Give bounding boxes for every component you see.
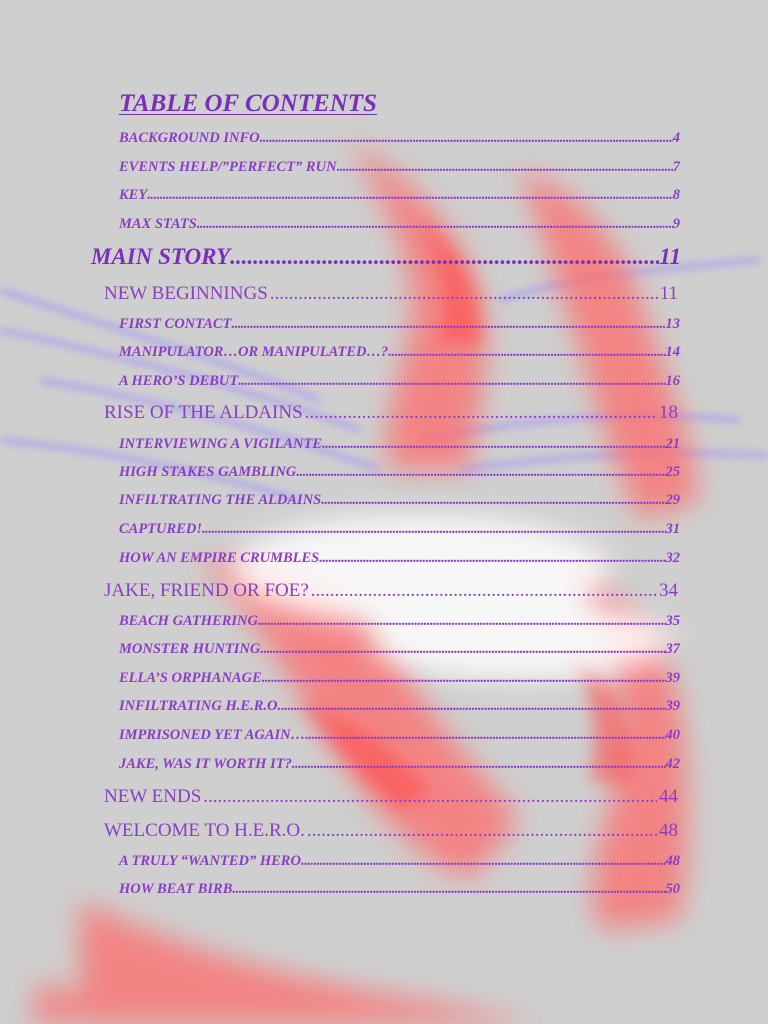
toc-entry-page: 14 — [665, 344, 680, 360]
toc-entry-label: HOW AN EMPIRE CRUMBLES — [119, 550, 320, 566]
toc-dot-leader — [202, 521, 666, 538]
toc-entry[interactable] — [119, 613, 680, 635]
toc-dot-leader — [296, 464, 665, 481]
toc-dot-leader — [307, 820, 657, 842]
toc-dot-leader — [319, 550, 665, 567]
toc-entry-page: 50 — [665, 881, 680, 897]
toc-entry[interactable] — [119, 344, 680, 366]
toc-entry-label: MAX STATS — [119, 216, 197, 232]
toc-entry-label: MONSTER HUNTING — [119, 641, 261, 657]
toc-entry-label: BEACH GATHERING — [119, 613, 258, 629]
toc-entry-label: NEW BEGINNINGS — [104, 283, 268, 304]
toc-entry[interactable] — [119, 159, 680, 181]
toc-entry-page: 8 — [672, 187, 680, 203]
toc-title: TABLE OF CONTENTS — [119, 90, 377, 117]
toc-entry-page: 11 — [659, 283, 678, 304]
toc-entry-chapter[interactable] — [104, 580, 678, 606]
toc-entry-page: 48 — [659, 820, 678, 841]
toc-entry[interactable] — [119, 373, 680, 395]
toc-dot-leader — [260, 641, 665, 658]
toc-entry[interactable] — [119, 187, 680, 209]
toc-entry-label: INFILTRATING H.E.R.O. — [119, 698, 282, 714]
toc-entry-chapter[interactable] — [104, 283, 678, 309]
toc-dot-leader — [197, 216, 673, 233]
toc-entry[interactable] — [119, 316, 680, 338]
toc-dot-leader — [238, 373, 665, 390]
toc-entry[interactable] — [119, 550, 680, 572]
toc-entry-label: WELCOME TO H.E.R.O. — [104, 820, 305, 841]
toc-entry-chapter[interactable] — [104, 820, 678, 846]
toc-dot-leader — [301, 853, 666, 870]
toc-entry-page: 48 — [665, 853, 680, 869]
toc-dot-leader — [305, 727, 665, 744]
toc-entry-chapter[interactable] — [104, 402, 678, 428]
toc-entry-page: 37 — [665, 641, 680, 657]
toc-entry[interactable] — [119, 216, 680, 238]
toc-entry-page: 7 — [672, 159, 680, 175]
toc-entry-label: FIRST CONTACT — [119, 316, 232, 332]
toc-entry-chapter[interactable] — [104, 786, 678, 812]
toc-entry-page: 11 — [659, 244, 681, 269]
toc-entry-page: 34 — [659, 580, 678, 601]
toc-entry[interactable] — [119, 521, 680, 543]
toc-entry[interactable] — [119, 756, 680, 778]
toc-entry[interactable] — [119, 727, 680, 749]
toc-entry-page: 31 — [665, 521, 680, 537]
toc-dot-leader — [337, 159, 673, 176]
toc-entry-page: 44 — [659, 786, 678, 807]
toc-entry-label: RISE OF THE ALDAINS — [104, 402, 303, 423]
toc-entry-label: JAKE, FRIEND OR FOE? — [104, 580, 309, 601]
toc-dot-leader — [292, 756, 666, 773]
toc-entry-page: 39 — [665, 670, 680, 686]
toc-entry-page: 21 — [665, 436, 680, 452]
toc-dot-leader — [230, 244, 659, 270]
toc-entry-label: ELLA’S ORPHANAGE — [119, 670, 262, 686]
toc-dot-leader — [388, 344, 665, 361]
toc-entry-label: JAKE, WAS IT WORTH IT? — [119, 756, 292, 772]
toc-entry-page: 29 — [665, 492, 680, 508]
toc-entry-page: 4 — [672, 130, 680, 146]
toc-dot-leader — [305, 402, 657, 424]
toc-entry-label: KEY — [119, 187, 148, 203]
toc-dot-leader — [147, 187, 673, 204]
toc-dot-leader — [321, 492, 665, 509]
toc-entry-label: INFILTRATING THE ALDAINS — [119, 492, 322, 508]
toc-entry-page: 16 — [665, 373, 680, 389]
toc-entry[interactable] — [119, 464, 680, 486]
toc-dot-leader — [258, 613, 666, 630]
toc-entry-label: NEW ENDS — [104, 786, 202, 807]
toc-entry-label: MAIN STORY — [91, 244, 231, 269]
toc-dot-leader — [231, 316, 665, 333]
toc-dot-leader — [260, 130, 673, 147]
toc-entry-label: CAPTURED! — [119, 521, 202, 537]
toc-entry[interactable] — [119, 670, 680, 692]
toc-entry-page: 42 — [665, 756, 680, 772]
toc-entry[interactable] — [119, 698, 680, 720]
toc-entry-page: 35 — [665, 613, 680, 629]
toc-entry[interactable] — [119, 492, 680, 514]
toc-entry[interactable] — [119, 130, 680, 152]
toc-entry-page: 40 — [665, 727, 680, 743]
toc-entry-page: 13 — [665, 316, 680, 332]
toc-entry-label: HOW BEAT BIRB — [119, 881, 233, 897]
toc-entry-page: 25 — [665, 464, 680, 480]
toc-entry[interactable] — [119, 641, 680, 663]
toc-entry-label: HIGH STAKES GAMBLING — [119, 464, 297, 480]
toc-entry-label: A TRULY “WANTED” HERO — [119, 853, 301, 869]
toc-dot-leader — [270, 283, 658, 305]
toc-entry-label: EVENTS HELP/”PERFECT” RUN — [119, 159, 337, 175]
toc-entry[interactable] — [119, 436, 680, 458]
toc-dot-leader — [281, 698, 665, 715]
toc-entry-label: IMPRISONED YET AGAIN… — [119, 727, 306, 743]
toc-dot-leader — [262, 670, 666, 687]
toc-entry-label: BACKGROUND INFO — [119, 130, 260, 146]
toc-entry-page: 9 — [672, 216, 680, 232]
toc-entry-label: MANIPULATOR…OR MANIPULATED…? — [119, 344, 389, 360]
toc-dot-leader — [203, 786, 657, 808]
toc-entry-main[interactable] — [91, 244, 681, 274]
toc-entry-label: A HERO’S DEBUT — [119, 373, 239, 389]
toc-dot-leader — [322, 436, 665, 453]
toc-entry-page: 32 — [665, 550, 680, 566]
toc-entry-page: 18 — [659, 402, 678, 423]
toc-dot-leader — [311, 580, 657, 602]
toc-dot-leader — [232, 881, 665, 898]
toc-entry-label: INTERVIEWING A VIGILANTE — [119, 436, 323, 452]
toc-entry[interactable] — [119, 853, 680, 875]
toc-entry[interactable] — [119, 881, 680, 903]
toc-entry-page: 39 — [665, 698, 680, 714]
